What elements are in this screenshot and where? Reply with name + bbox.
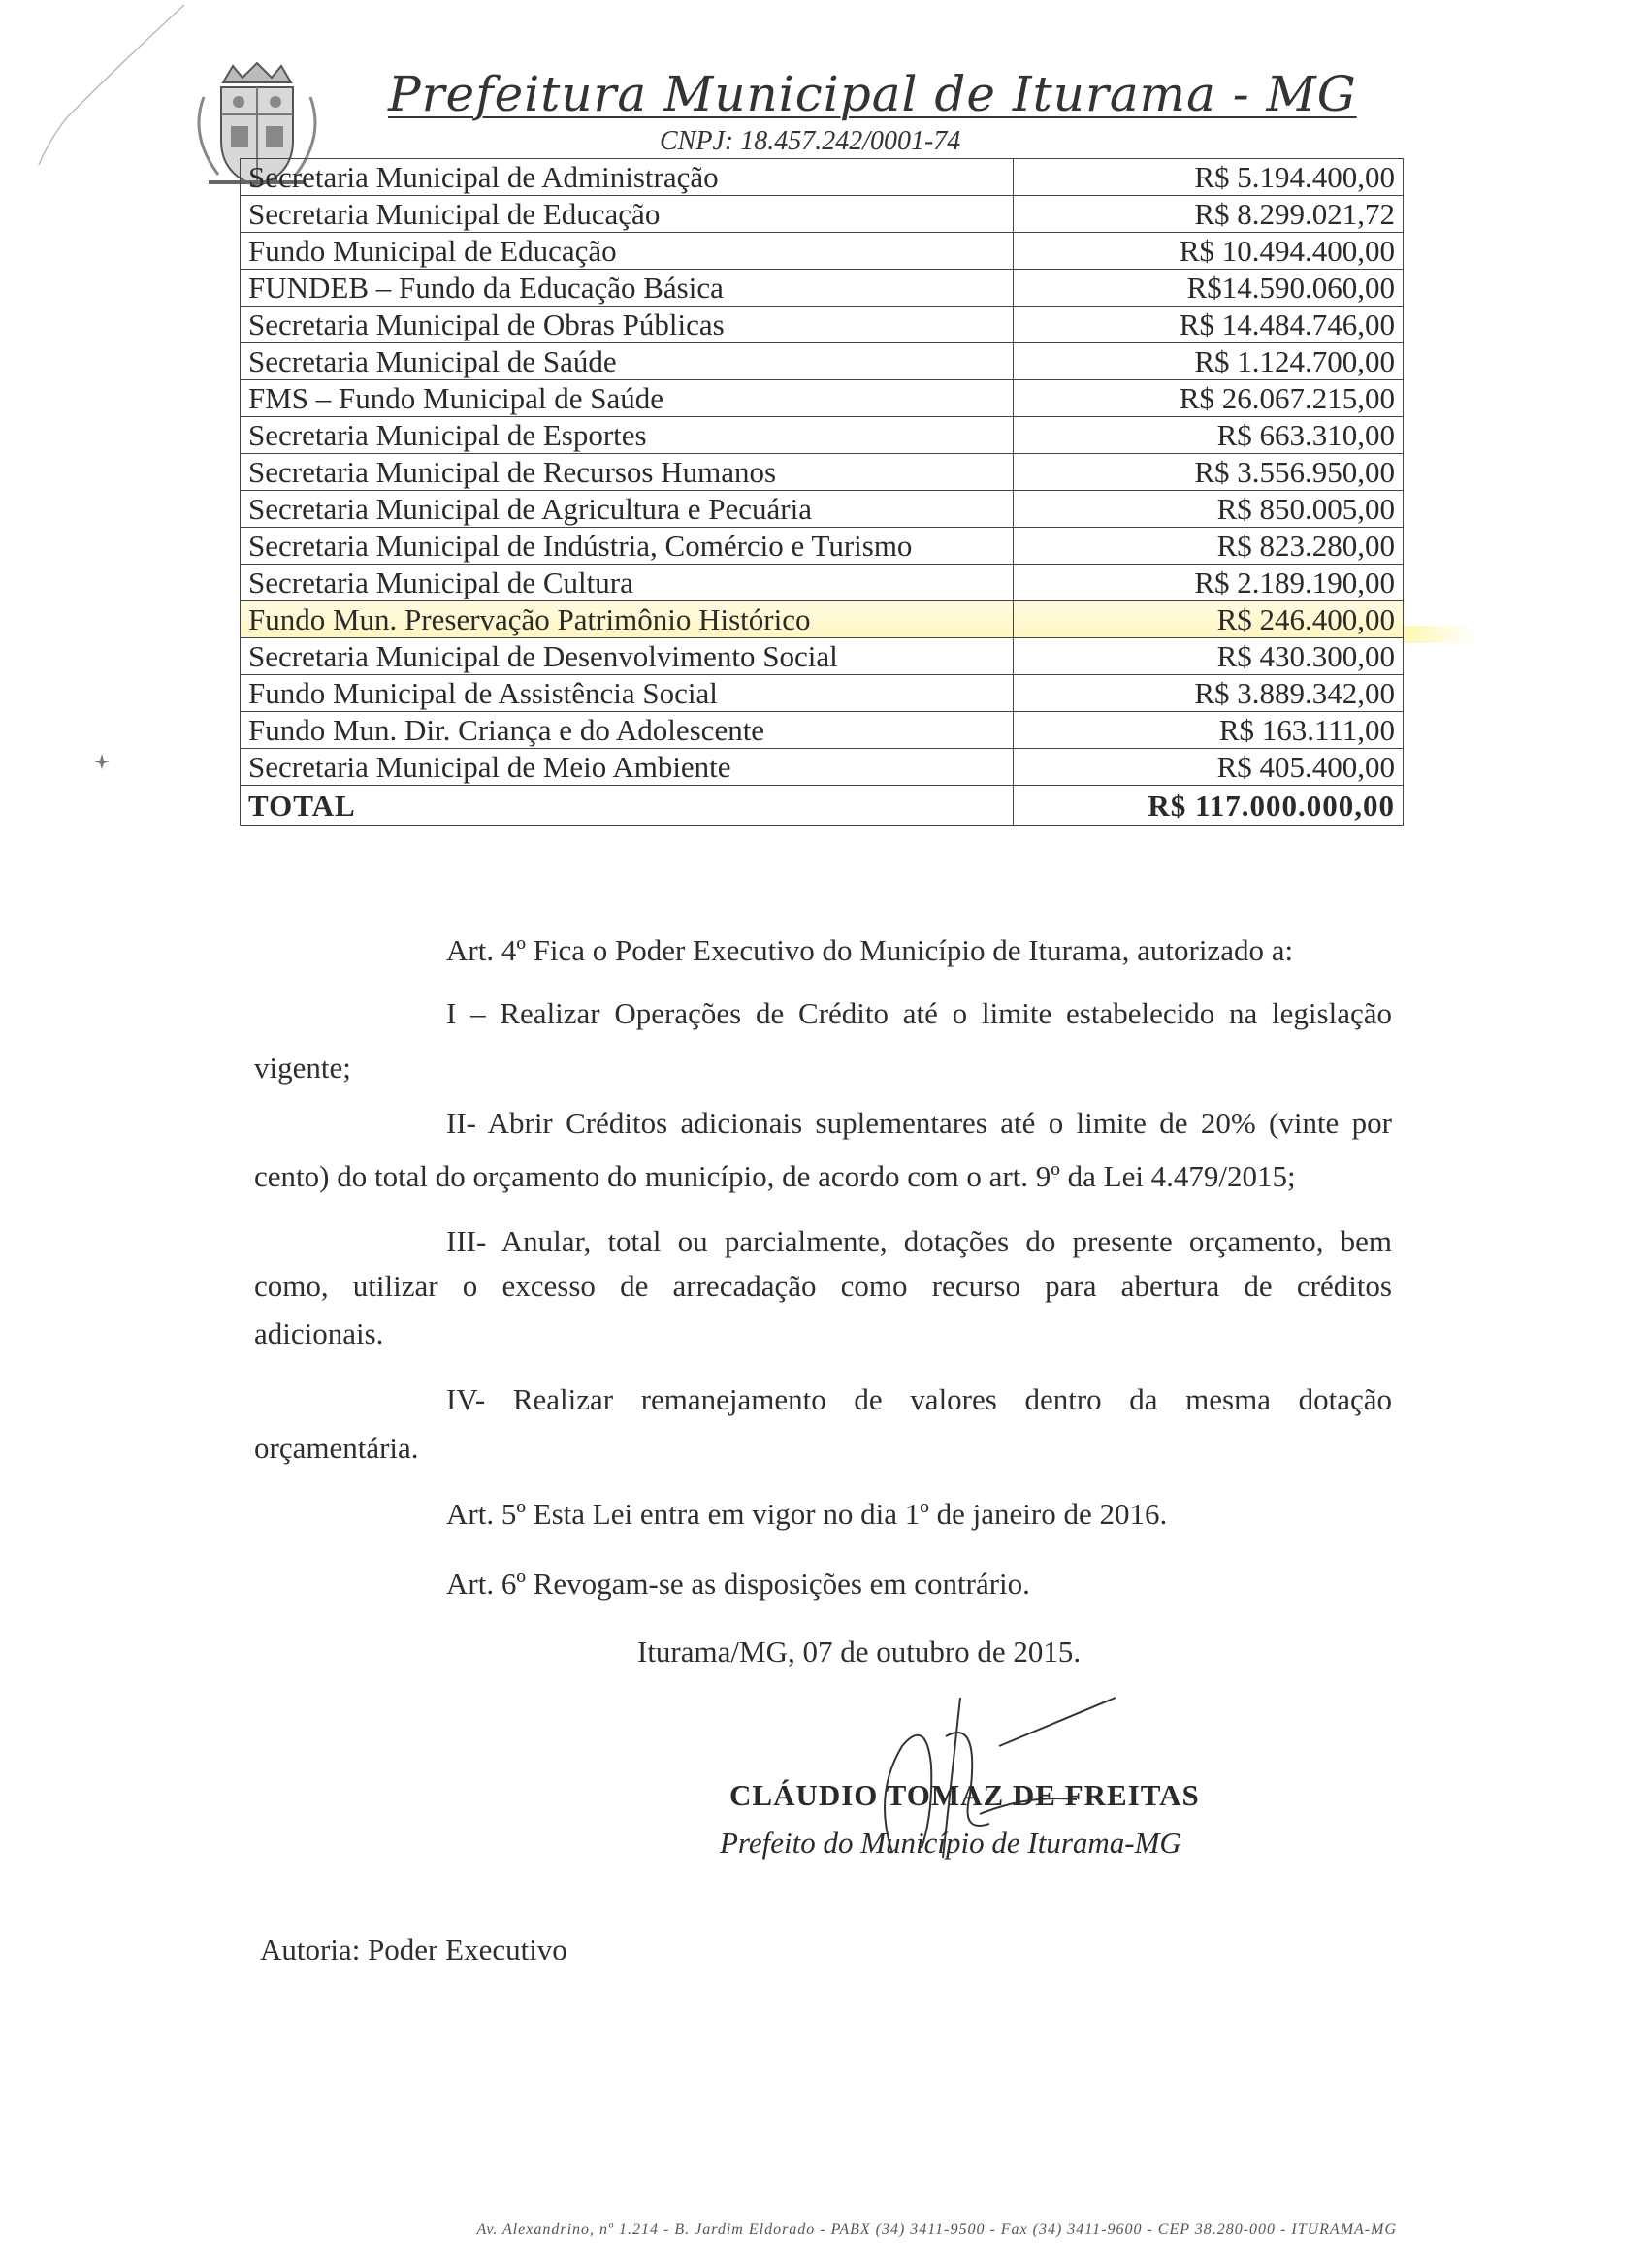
item-3-line-2: como, utilizar o excesso de arrecadação como recurso para abertura de créditos	[254, 1269, 1392, 1303]
table-row	[241, 270, 1404, 307]
signatory-role: Prefeito do Município de Iturama-MG	[720, 1826, 1181, 1860]
table-row	[241, 343, 1404, 380]
table-row	[241, 638, 1404, 675]
table-row-highlighted	[241, 601, 1404, 638]
table-row	[241, 675, 1404, 712]
row-label: Secretaria Municipal de Meio Ambiente	[241, 749, 1014, 786]
table-row	[241, 159, 1404, 196]
table-row	[241, 749, 1404, 786]
item-3-line-3: adicionais.	[254, 1316, 384, 1350]
item-1-line-2: vigente;	[254, 1051, 351, 1085]
row-label: Fundo Municipal de Educação	[241, 233, 1014, 270]
row-label: Secretaria Municipal de Saúde	[241, 343, 1014, 380]
item-4-line-1: IV- Realizar remanejamento de valores dentro da mesma dotação	[446, 1382, 1392, 1416]
row-label: Secretaria Municipal de Cultura	[241, 565, 1014, 601]
row-label: Secretaria Municipal de Educação	[241, 196, 1014, 233]
row-label: Secretaria Municipal de Indústria, Comércio e Turismo	[241, 528, 1014, 565]
row-value: R$ 663.310,00	[1014, 417, 1404, 454]
table-row	[241, 491, 1404, 528]
item-1-line-1: I – Realizar Operações de Crédito até o limite estabelecido na legislação	[446, 996, 1392, 1030]
table-row	[241, 417, 1404, 454]
place-date: Iturama/MG, 07 de outubro de 2015.	[637, 1635, 1082, 1669]
row-value: R$ 3.556.950,00	[1014, 454, 1404, 491]
row-value: R$ 163.111,00	[1014, 712, 1404, 749]
row-label: Secretaria Municipal de Obras Públicas	[241, 307, 1014, 343]
art-4-text: Art. 4º Fica o Poder Executivo do Município de Iturama, autorizado a:	[446, 933, 1294, 967]
row-label: Secretaria Municipal de Recursos Humanos	[241, 454, 1014, 491]
item-2-line-1: II- Abrir Créditos adicionais suplementares até o limite de 20% (vinte por	[446, 1106, 1392, 1140]
row-value: R$ 2.189.190,00	[1014, 565, 1404, 601]
row-value: R$ 430.300,00	[1014, 638, 1404, 675]
authorship-note: Autoria: Poder Executivo	[260, 1932, 567, 1966]
art-5-text: Art. 5º Esta Lei entra em vigor no dia 1º de janeiro de 2016.	[446, 1497, 1168, 1531]
row-label: Fundo Mun. Dir. Criança e do Adolescente	[241, 712, 1014, 749]
row-value: R$ 850.005,00	[1014, 491, 1404, 528]
highlighter-stroke	[1404, 626, 1476, 643]
total-value: R$ 117.000.000,00	[1014, 786, 1404, 826]
row-value: R$ 405.400,00	[1014, 749, 1404, 786]
row-label: Secretaria Municipal de Desenvolvimento Social	[241, 638, 1014, 675]
scan-stroke-mark	[29, 0, 223, 175]
row-label: FMS – Fundo Municipal de Saúde	[241, 380, 1014, 417]
row-value: R$ 3.889.342,00	[1014, 675, 1404, 712]
table-row	[241, 528, 1404, 565]
row-value: R$ 8.299.021,72	[1014, 196, 1404, 233]
table-row	[241, 380, 1404, 417]
item-2-line-2: cento) do total do orçamento do município, de acordo com o art. 9º da Lei 4.479/2015;	[254, 1159, 1296, 1193]
table-total-row	[241, 786, 1404, 826]
item-3-line-1: III- Anular, total ou parcialmente, dotações do presente orçamento, bem	[446, 1224, 1392, 1258]
row-value: R$ 246.400,00	[1014, 601, 1404, 638]
table-row	[241, 712, 1404, 749]
page-title: Prefeitura Municipal de Iturama - MG	[388, 66, 1357, 122]
row-value: R$ 14.484.746,00	[1014, 307, 1404, 343]
row-value: R$ 10.494.400,00	[1014, 233, 1404, 270]
page-footer: Av. Alexandrino, nº 1.214 - B. Jardim Eldorado - PABX (34) 3411-9500 - Fax (34) 3411-9600 - CEP 38.280-000 - ITURAMA-MG	[476, 2221, 1397, 2238]
row-label: Secretaria Municipal de Esportes	[241, 417, 1014, 454]
row-value: R$ 26.067.215,00	[1014, 380, 1404, 417]
table-row	[241, 565, 1404, 601]
row-label: Fundo Municipal de Assistência Social	[241, 675, 1014, 712]
table-row	[241, 307, 1404, 343]
total-label: TOTAL	[241, 786, 1014, 826]
item-4-line-2: orçamentária.	[254, 1431, 419, 1465]
table-row	[241, 233, 1404, 270]
signatory-name: CLÁUDIO TOMAZ DE FREITAS	[729, 1778, 1200, 1812]
row-value: R$ 5.194.400,00	[1014, 159, 1404, 196]
budget-table	[240, 158, 1404, 826]
art-6-text: Art. 6º Revogam-se as disposições em contrário.	[446, 1567, 1030, 1601]
table-row	[241, 454, 1404, 491]
ink-spot-mark	[92, 752, 112, 771]
row-label: Fundo Mun. Preservação Patrimônio Histórico	[241, 601, 1014, 638]
row-value: R$ 1.124.700,00	[1014, 343, 1404, 380]
cnpj-label: CNPJ: 18.457.242/0001-74	[660, 126, 961, 156]
row-value: R$14.590.060,00	[1014, 270, 1404, 307]
row-label: FUNDEB – Fundo da Educação Básica	[241, 270, 1014, 307]
row-label: Secretaria Municipal de Administração	[241, 159, 1014, 196]
table-row	[241, 196, 1404, 233]
row-value: R$ 823.280,00	[1014, 528, 1404, 565]
row-label: Secretaria Municipal de Agricultura e Pecuária	[241, 491, 1014, 528]
